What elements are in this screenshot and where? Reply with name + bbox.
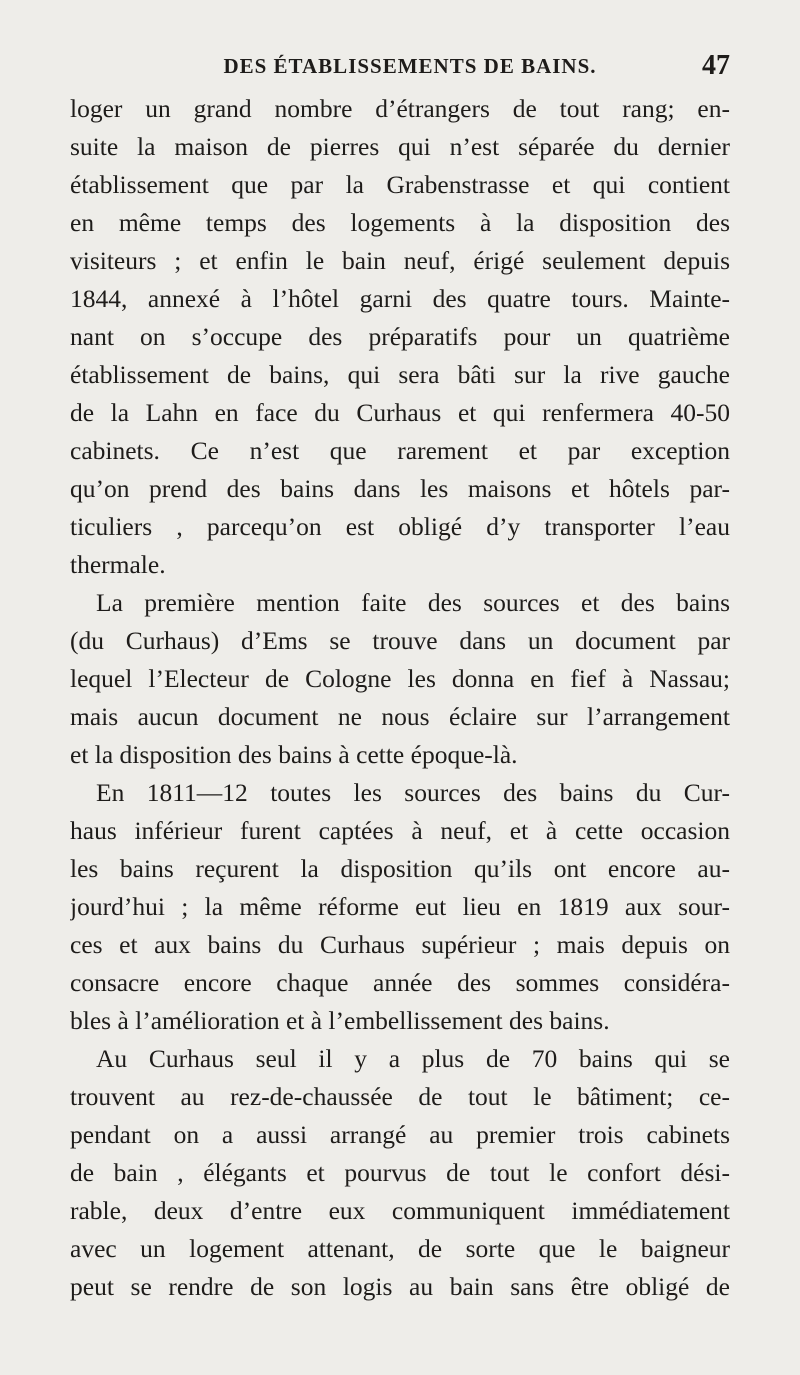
- text-line: ces et aux bains du Curhaus supérieur ; mais depuis on: [70, 930, 730, 959]
- text-line: et la disposition des bains à cette époque-là.: [70, 740, 518, 769]
- text-line: consacre encore chaque année des sommes considéra-: [70, 968, 730, 997]
- text-line: rable, deux d’entre eux communiquent immédiatement: [70, 1196, 730, 1225]
- text-line: lequel l’Electeur de Cologne les donna en fief à Nassau;: [70, 664, 730, 693]
- text-line: de la Lahn en face du Curhaus et qui renfermera 40-50: [70, 398, 730, 427]
- text-line: (du Curhaus) d’Ems se trouve dans un document par: [70, 626, 730, 655]
- page-number: 47: [702, 50, 730, 81]
- text-line: mais aucun document ne nous éclaire sur l’arrangement: [70, 702, 730, 731]
- text-line: nant on s’occupe des préparatifs pour un quatrième: [70, 322, 730, 351]
- text-line: En 1811—12 toutes les sources des bains du Cur-: [96, 778, 730, 807]
- text-line: établissement que par la Grabenstrasse et qui contient: [70, 170, 730, 199]
- text-line: ticuliers , parcequ’on est obligé d’y transporter l’eau: [70, 512, 730, 541]
- text-line: cabinets. Ce n’est que rarement et par exception: [70, 436, 730, 465]
- text-line: visiteurs ; et enfin le bain neuf, érigé seulement depuis: [70, 246, 730, 275]
- text-line: les bains reçurent la disposition qu’ils ont encore au-: [70, 854, 730, 883]
- text-line: 1844, annexé à l’hôtel garni des quatre tours. Mainte-: [70, 284, 730, 313]
- text-line: thermale.: [70, 550, 166, 579]
- text-line: peut se rendre de son logis au bain sans être obligé de: [70, 1272, 730, 1301]
- text-line: trouvent au rez-de-chaussée de tout le bâtiment; ce-: [70, 1082, 730, 1111]
- text-line: suite la maison de pierres qui n’est séparée du dernier: [70, 132, 730, 161]
- body-text: [70, 90, 730, 1306]
- text-line: Au Curhaus seul il y a plus de 70 bains qui se: [96, 1044, 730, 1073]
- text-line: avec un logement attenant, de sorte que le baigneur: [70, 1234, 730, 1263]
- text-line: loger un grand nombre d’étrangers de tout rang; en-: [70, 94, 730, 123]
- running-title: DES ÉTABLISSEMENTS DE BAINS.: [223, 54, 597, 78]
- text-line: bles à l’amélioration et à l’embellissement des bains.: [70, 1006, 610, 1035]
- text-line: de bain , élégants et pourvus de tout le confort dési-: [70, 1158, 730, 1187]
- text-line: pendant on a aussi arrangé au premier trois cabinets: [70, 1120, 730, 1149]
- running-head: [90, 50, 730, 90]
- text-line: en même temps des logements à la disposition des: [70, 208, 730, 237]
- text-line: haus inférieur furent captées à neuf, et à cette occasion: [70, 816, 730, 845]
- text-line: qu’on prend des bains dans les maisons et hôtels par-: [70, 474, 730, 503]
- text-line: La première mention faite des sources et des bains: [96, 588, 730, 617]
- text-line: établissement de bains, qui sera bâti sur la rive gauche: [70, 360, 730, 389]
- text-line: jourd’hui ; la même réforme eut lieu en 1819 aux sour-: [70, 892, 730, 921]
